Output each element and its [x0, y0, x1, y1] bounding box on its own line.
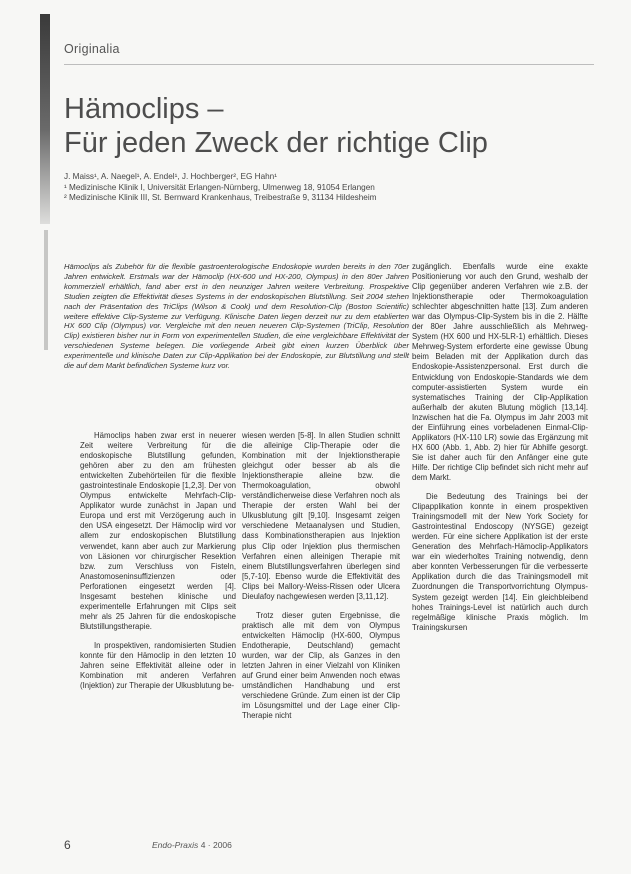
header-rule [64, 64, 594, 65]
body-column-3 [412, 262, 588, 642]
journal-name: Endo-Praxis [152, 840, 199, 850]
scan-binding-shadow-lower [44, 230, 48, 350]
scan-binding-shadow [40, 14, 50, 224]
title-line-1: Hämoclips – [64, 93, 224, 125]
abstract: Hämoclips als Zubehör für die flexible gastroenterologische Endoskopie wurden bereits in den 70er Jahren entwickelt. Erstmals war der Hämoclip (HX-600 und HX-200, Olympus) in den 80er Jahren kommerziell erhältlich, fand aber erst in den neunziger Jahren weitere Verbreitung. Prospektive Studien zeigten die Effektivität dieses Systems in der endoskopischen Blutstillung. Seit 2004 stehen nach der Präsentation des TriClips (Wilson & Cook) und dem Resolution-Clip (Boston Scientific) weitere effektive Clip-Systeme zur Verfügung. Klinische Daten liegen derzeit nur zu dem etablierten HX 600 Clip (Olympus) vor. Vergleiche mit den neuen neueren Clip-Systemen (TriClip, Resolution Clip) existieren bisher nur in Form von experimentellen Studien, die eine vergleichbare Effektivität der verschiedenen Systeme belegen. Die vorliegende Arbeit gibt einen kurzen Überblick über experimentelle und klinische Daten zur Clip-Applikation bei der Endoskopie, zur Blutstillung und stellt die auf dem Markt befindlichen Systeme kurz vor. [64, 262, 409, 371]
section-label: Originalia [64, 42, 120, 56]
affiliation-1: ¹ Medizinische Klinik I, Universität Erlangen-Nürnberg, Ulmenweg 18, 91054 Erlangen [64, 182, 375, 192]
affiliation-2: ² Medizinische Klinik III, St. Bernward Krankenhaus, Treibestraße 9, 31134 Hildesheim [64, 193, 377, 202]
author-list: J. Maiss¹, A. Naegel¹, A. Endel¹, J. Hochberger², EG Hahn¹ [64, 172, 277, 181]
paragraph: Die Bedeutung des Trainings bei der Clipapplikation konnte in einem prospektiven Trainingsmodell mit der New York Society for Gastrointestinal Endoscopy (NYSGE) gezeigt werden. Für eine sichere Applikation ist der erste Generation des Mehrfach-Hämoclip-Applikators war ein wiederholtes Training notwendig, denn aber konnten Verbesserungen für die verbesserte Applikation durch die das Trainingsmodell mit Zuordnungen die Transportvorrichtung Olympus-System gezeigt werden [14]. Ein gleichbleibend hohes Trainings-Level ist natürlich auch durch regelmäßige klinische Praxis möglich. Im Trainingskursen [412, 492, 588, 632]
paragraph: wiesen werden [5-8]. In allen Studien schnitt die alleinige Clip-Therapie oder die Kombination mit der Injektionstherapie gleichgut oder besser ab als die Injektionstherapie alleine bzw. die Thermokoagulation, obwohl verständlicherweise diese Verfahren noch als Therapie der ersten Wahl bei der Ulkusblutung gilt [9,10]. Insgesamt zeigen verschiedene Metaanalysen und Studien, dass Kombinationstherapien aus Injektion plus Clip oder Injektion plus thermischen Verfahren einen alleinigen Therapie mit einem Blutstillungsverfahren überlegen sind [5,7-10]. Ebenso wurde die Effektivität des Clips bei Mallory-Weiss-Rissen oder Ulcera Dieulafoy nachgewiesen werden [3,11,12]. [242, 431, 400, 601]
title-line-2: Für jeden Zweck der richtige Clip [64, 127, 488, 159]
journal-footer [152, 840, 232, 850]
journal-issue: 4 · 2006 [200, 840, 232, 850]
paragraph: In prospektiven, randomisierten Studien konnte für den Hämoclip in den letzten 10 Jahren seine Effektivität alleine oder in Kombination mit anderen Verfahren (Injektion) zur Therapie der Ulkusblutung be- [80, 640, 236, 691]
body-column-2 [242, 431, 400, 730]
paragraph: Hämoclips haben zwar erst in neuerer Zeit weitere Verbreitung für die endoskopische Blutstillung gefunden, gehören aber zu den am frühesten entwickelten Zubehörteilen für die flexible gastrointestinale Endoskopie [1,2,3]. Der von Olympus entwickelte Mehrfach-Clip-Applikator wurde zunächst in Japan und Europa und erst mit Verzögerung auch in den USA eingesetzt. Der Hämoclip wird vor allem zur endoskopischen Blutstillung verwendet, kann aber auch zur Markierung von Läsionen vor chirurgischer Resektion bzw. zum Verschluss von Fisteln, Anastomoseninsuffizienzen oder Perforationen eingesetzt werden [4]. Insgesamt bestehen klinische und experimentelle Erfahrungen mit Clips seit mehr als 25 Jahren für die endoskopische Blutstillungstherapie. [80, 431, 236, 631]
author-block [64, 172, 604, 204]
page-number: 6 [64, 838, 71, 852]
body-column-1 [80, 431, 236, 700]
paragraph: zugänglich. Ebenfalls wurde eine exakte Positionierung vor auch den Grund, weshalb der Clip gegenüber anderen Verfahren wie z.B. der Injektionstherapie oder Thermokoagulation schlechter abgeschnitten hatte [13]. Zum anderen war das Olympus-Clip-System bis in die 2. Hälfte der 80er Jahre ausschließlich als Mehrweg-System (HX 600 und HX-5LR-1) erhältlich. Dieses Mehrweg-System erforderte eine gewisse Übung beim Beladen mit der Applikation durch das Endoskopie-Assistenzpersonal. Erst durch die Entwicklung von Endoskopie-Standards wie dem computer-assistierten System wurde ein systematisches Training der Clip-Applikation außerhalb der akuten Blutung möglich [13,14]. Inzwischen hat die Fa. Olympus im Jahr 2003 mit der Einführung eines vorbeladenen Einmal-Clip-Applikators (HX-110 LR) sowie das Ergänzung mit HX 600 (Abb. 1, Abb. 2) hier für Abhilfe gesorgt. Sie ist daher auch für den Anfänger eine gute Hilfe. Der richtige Clip befindet sich nicht mehr auf dem Markt. [412, 262, 588, 482]
article-title [64, 92, 604, 160]
paragraph: Trotz dieser guten Ergebnisse, die praktisch alle mit dem von Olympus entwickelten Hämoclip (HX-600, Olympus Endotherapie, Deutschland) gemacht wurden, war der Clip, als Ganzes in den letzten Jahren in einer Vielzahl von Kliniken auf Grund einer beim Anwenden noch etwas umständlichen Handhabung und erst verschiedene Gründe. Zum einen ist der Clip im Lösungsmittel und der Lage einer Clip-Therapie nicht [242, 610, 400, 721]
